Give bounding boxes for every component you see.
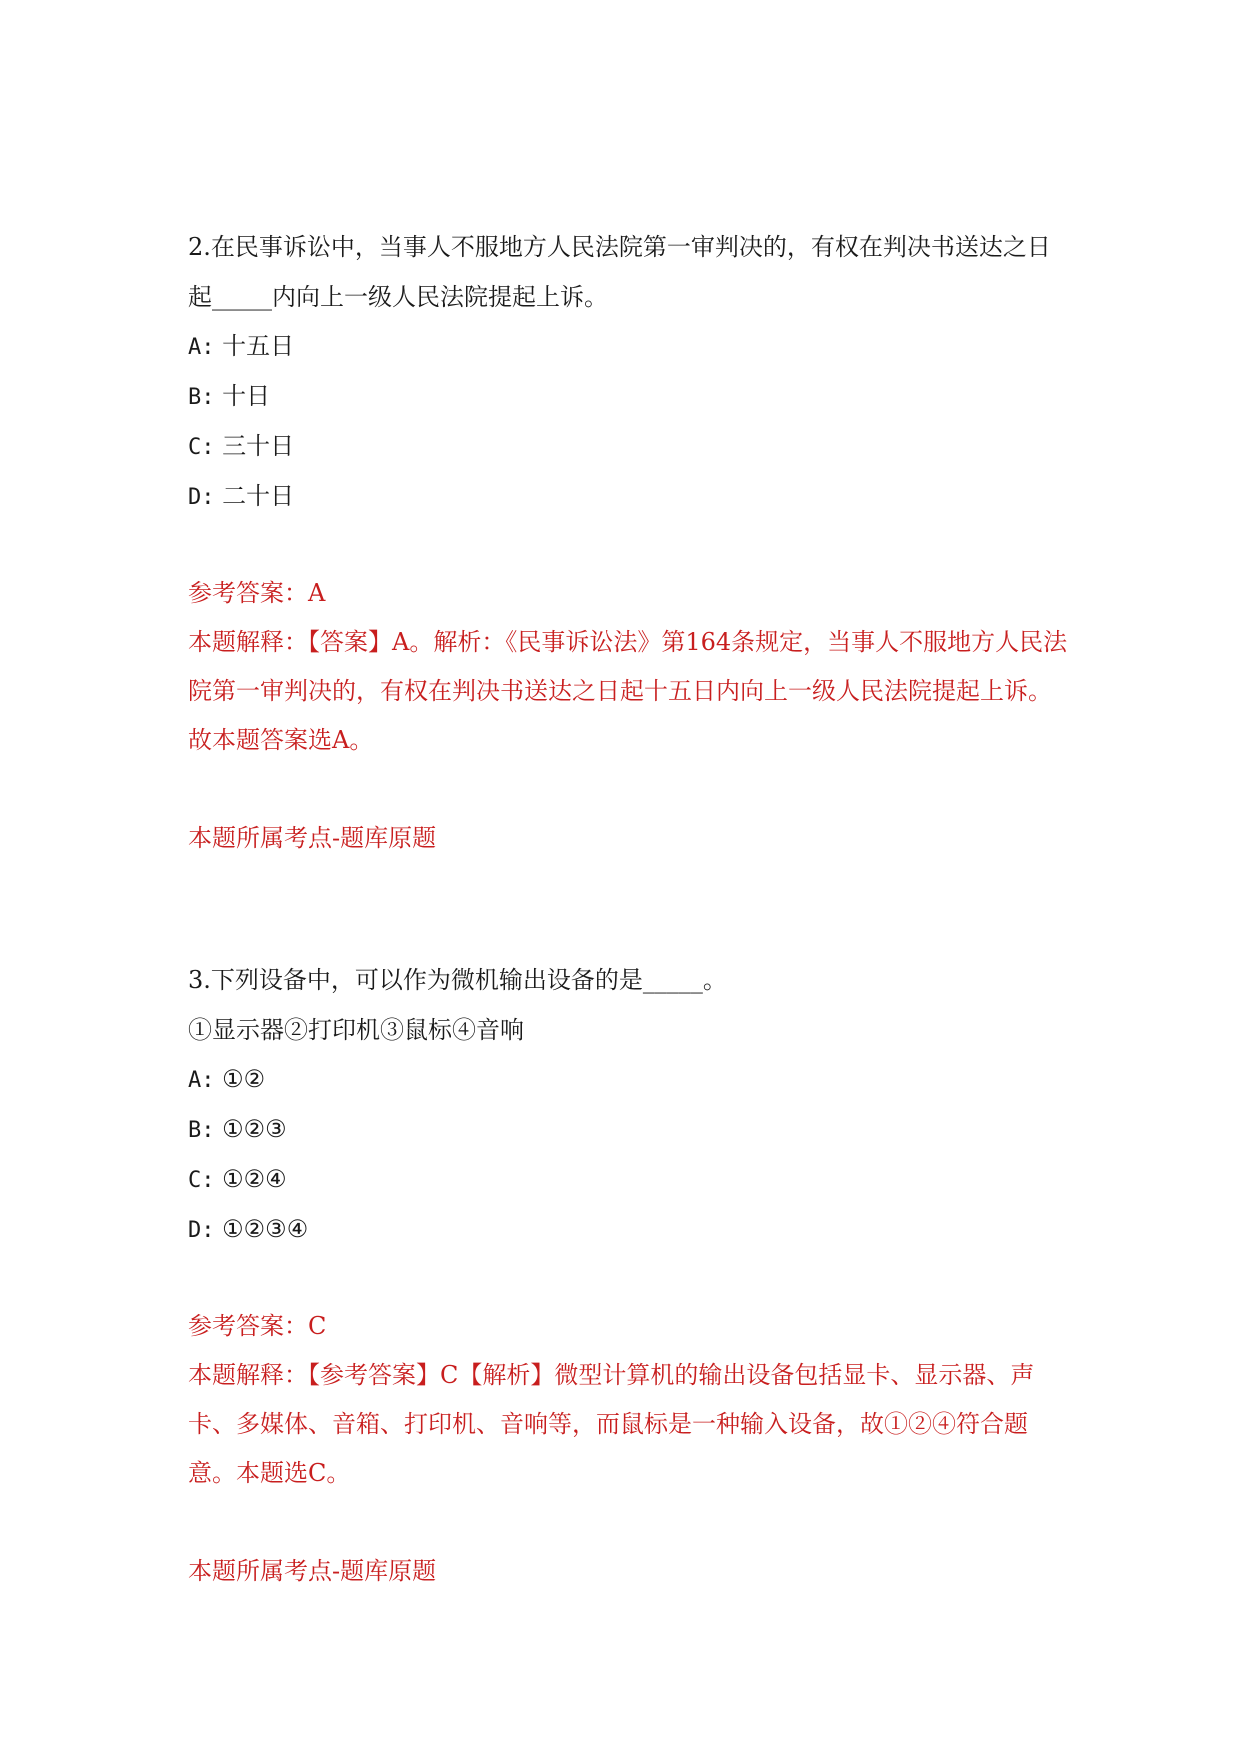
- reference-answer: [188, 569, 1068, 618]
- option-a: [188, 322, 1068, 372]
- option-text: ①②: [222, 1065, 266, 1093]
- answer-value: A: [308, 579, 326, 607]
- option-list: [188, 1055, 1068, 1255]
- question-3: [188, 955, 1068, 1596]
- option-text: ①②③: [222, 1115, 287, 1143]
- option-key: A:: [188, 335, 215, 360]
- answer-analysis: 本题解释：【参考答案】C【解析】微型计算机的输出设备包括显卡、显示器、声卡、多媒体、音箱、打印机、音响等，而鼠标是一种输入设备，故①②④符合题意。本题选C。: [188, 1361, 1035, 1487]
- answer-analysis: 本题解释：【答案】A。解析：《民事诉讼法》第164条规定，当事人不服地方人民法院第一审判决的，有权在判决书送达之日起十五日内向上一级人民法院提起上诉。故本题答案选A。: [188, 628, 1068, 754]
- option-text: ①②③④: [222, 1215, 309, 1243]
- option-c: [188, 1155, 1068, 1205]
- option-b: [188, 1105, 1068, 1155]
- answer-label: 参考答案：: [188, 1312, 308, 1340]
- option-text: 三十日: [222, 432, 295, 460]
- option-key: D:: [188, 1218, 215, 1243]
- answer-label: 参考答案：: [188, 579, 308, 607]
- reference-answer: [188, 1302, 1068, 1351]
- question-stem: 3.下列设备中，可以作为微机输出设备的是_____。: [188, 966, 727, 994]
- option-text: 十五日: [222, 332, 295, 360]
- option-text: 二十日: [222, 482, 295, 510]
- option-key: C:: [188, 435, 215, 460]
- option-d: [188, 472, 1068, 522]
- option-text: ①②④: [222, 1165, 287, 1193]
- answer-block: [188, 1302, 1068, 1596]
- exam-point: 本题所属考点-题库原题: [188, 1557, 437, 1585]
- answer-block: [188, 569, 1068, 863]
- option-key: D:: [188, 485, 215, 510]
- option-key: B:: [188, 385, 215, 410]
- option-key: A:: [188, 1068, 215, 1093]
- option-b: [188, 372, 1068, 422]
- question-items: ①显示器②打印机③鼠标④音响: [188, 1016, 524, 1044]
- question-stem: 2.在民事诉讼中，当事人不服地方人民法院第一审判决的，有权在判决书送达之日起_____内向上一级人民法院提起上诉。: [188, 233, 1051, 311]
- option-text: 十日: [222, 382, 271, 410]
- option-list: [188, 322, 1068, 522]
- option-d: [188, 1205, 1068, 1255]
- question-2: [188, 222, 1068, 863]
- option-key: C:: [188, 1168, 215, 1193]
- option-key: B:: [188, 1118, 215, 1143]
- exam-point: 本题所属考点-题库原题: [188, 824, 437, 852]
- answer-value: C: [308, 1312, 327, 1340]
- option-a: [188, 1055, 1068, 1105]
- option-c: [188, 422, 1068, 472]
